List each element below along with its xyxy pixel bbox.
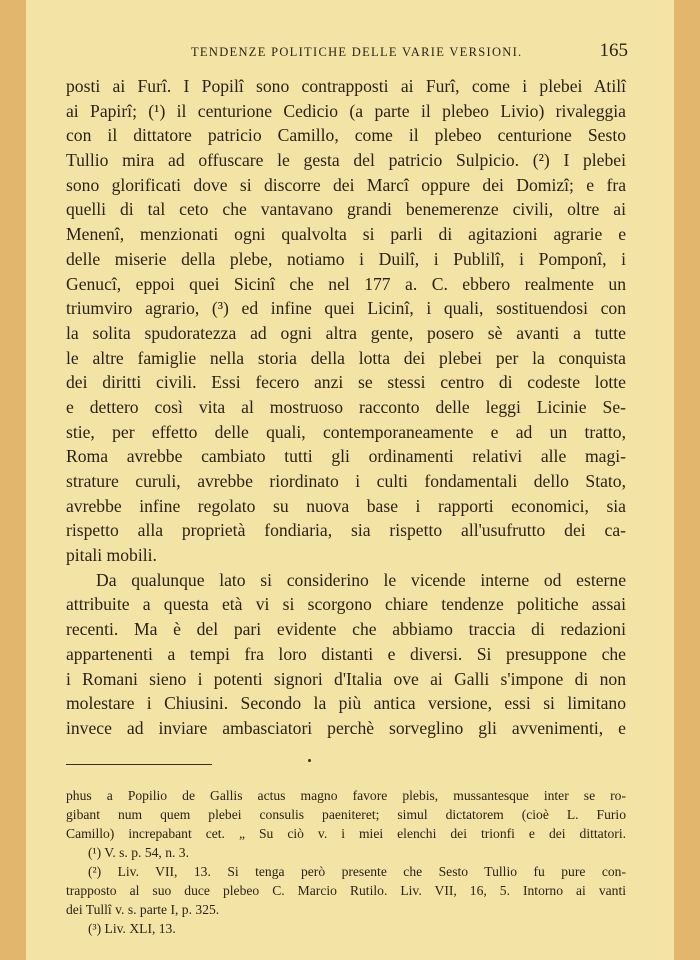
text-line: molestare i Chiusini. Secondo la più antica versione, essi si limitano — [66, 693, 626, 714]
text-line: rispetto alla proprietà fondiaria, sia rispetto all'usufrutto dei ca- — [66, 520, 626, 541]
text-line: sono glorificati dove si discorre dei Marcî oppure dei Domizî; e fra — [66, 174, 626, 195]
print-speck — [308, 759, 311, 762]
footnote-line: (²) Liv. VII, 13. Si tenga però presente che Sesto Tullio fu pure con- — [88, 864, 626, 879]
text-line: le altre famiglie nella storia della lotta dei plebei per la conquista — [66, 347, 626, 368]
text-line: la solita spudoratezza ad ogni altra gente, posero sè avanti a tutte — [66, 322, 626, 343]
page-number: 165 — [599, 40, 628, 61]
text-line: con il dittatore patricio Camillo, come il plebeo centurione Sesto — [66, 125, 626, 146]
text-line: avrebbe infine regolato su nuova base i rapporti economici, sia — [66, 495, 626, 516]
footnote-line: Camillo) increpabant cet. „ Su ciò v. i miei elenchi dei trionfi e dei dittatori. — [66, 826, 626, 841]
text-line: triumviro agrario, (³) ed infine quei Licinî, i quali, sostituendosi con — [66, 298, 626, 319]
footnote-line: (³) Liv. XLI, 13. — [88, 921, 176, 936]
book-page — [26, 0, 674, 960]
text-line: e dettero così vita al mostruoso racconto delle leggi Licinie Se- — [66, 396, 626, 417]
footnotes — [66, 786, 626, 938]
text-line: attribuite a questa età vi si scorgono chiare tendenze politiche assai — [66, 594, 626, 615]
text-line: Roma avrebbe cambiato tutti gli ordinamenti relativi alle magi- — [66, 446, 626, 467]
footnote-divider — [66, 764, 212, 765]
footnote-line: phus a Popilio de Gallis actus magno favore plebis, mussantesque inter se ro- — [66, 788, 626, 803]
footnote-line: (¹) V. s. p. 54, n. 3. — [88, 845, 190, 860]
text-line: Da qualunque lato si considerino le vicende interne od esterne — [96, 569, 626, 590]
page-header — [68, 42, 628, 66]
text-line: ai Papirî; (¹) il centurione Cedicio (a parte il plebeo Livio) rivaleggia — [66, 100, 626, 121]
text-line: Menenî, menzionati ogni qualvolta si parli di agitazioni agrarie e — [66, 224, 626, 245]
text-line: pitali mobili. — [66, 545, 157, 566]
text-line: dei diritti civili. Essi fecero anzi se stessi centro di codeste lotte — [66, 372, 626, 393]
text-line: invece ad inviare ambasciatori perchè sorveglino gli avvenimenti, e — [66, 717, 626, 738]
footnote-line: dei Tullî v. s. parte I, p. 325. — [66, 902, 220, 917]
text-line: i Romani sieno i potenti signori d'Italia ove ai Galli s'impone di non — [66, 668, 626, 689]
text-line: Genucî, eppoi quei Sicinî che nel 177 a. C. ebbero realmente un — [66, 273, 626, 294]
body-text — [66, 74, 626, 741]
text-line: quelli di tal ceto che vantavano grandi benemerenze civili, oltre ai — [66, 199, 626, 220]
text-line: posti ai Furî. I Popilî sono contrapposti ai Furî, come i plebei Atilî — [66, 76, 626, 96]
text-line: strature curuli, avrebbe riordinato i culti fondamentali dello Stato, — [66, 471, 626, 491]
text-line: delle miserie della plebe, notiamo i Duilî, i Publilî, i Pomponî, i — [66, 248, 626, 269]
text-line: stie, per effetto delle quali, contemporaneamente e ad un tratto, — [66, 421, 626, 442]
text-line: recenti. Ma è del pari evidente che abbiamo traccia di redazioni — [66, 619, 626, 640]
text-line: Tullio mira ad offuscare le gesta del patricio Sulpicio. (²) I plebei — [66, 150, 626, 171]
footnote-line: trapposto al suo duce plebeo C. Marcio Rutilo. Liv. VII, 16, 5. Intorno ai vanti — [66, 883, 626, 898]
text-line: appartenenti a tempi fra loro distanti e diversi. Si presuppone che — [66, 643, 626, 664]
running-title: TENDENZE POLITICHE DELLE VARIE VERSIONI. — [191, 45, 523, 59]
footnote-line: gibant num quem plebei consulis paeniteret; simul dictatorem (cioè L. Furio — [66, 807, 626, 822]
